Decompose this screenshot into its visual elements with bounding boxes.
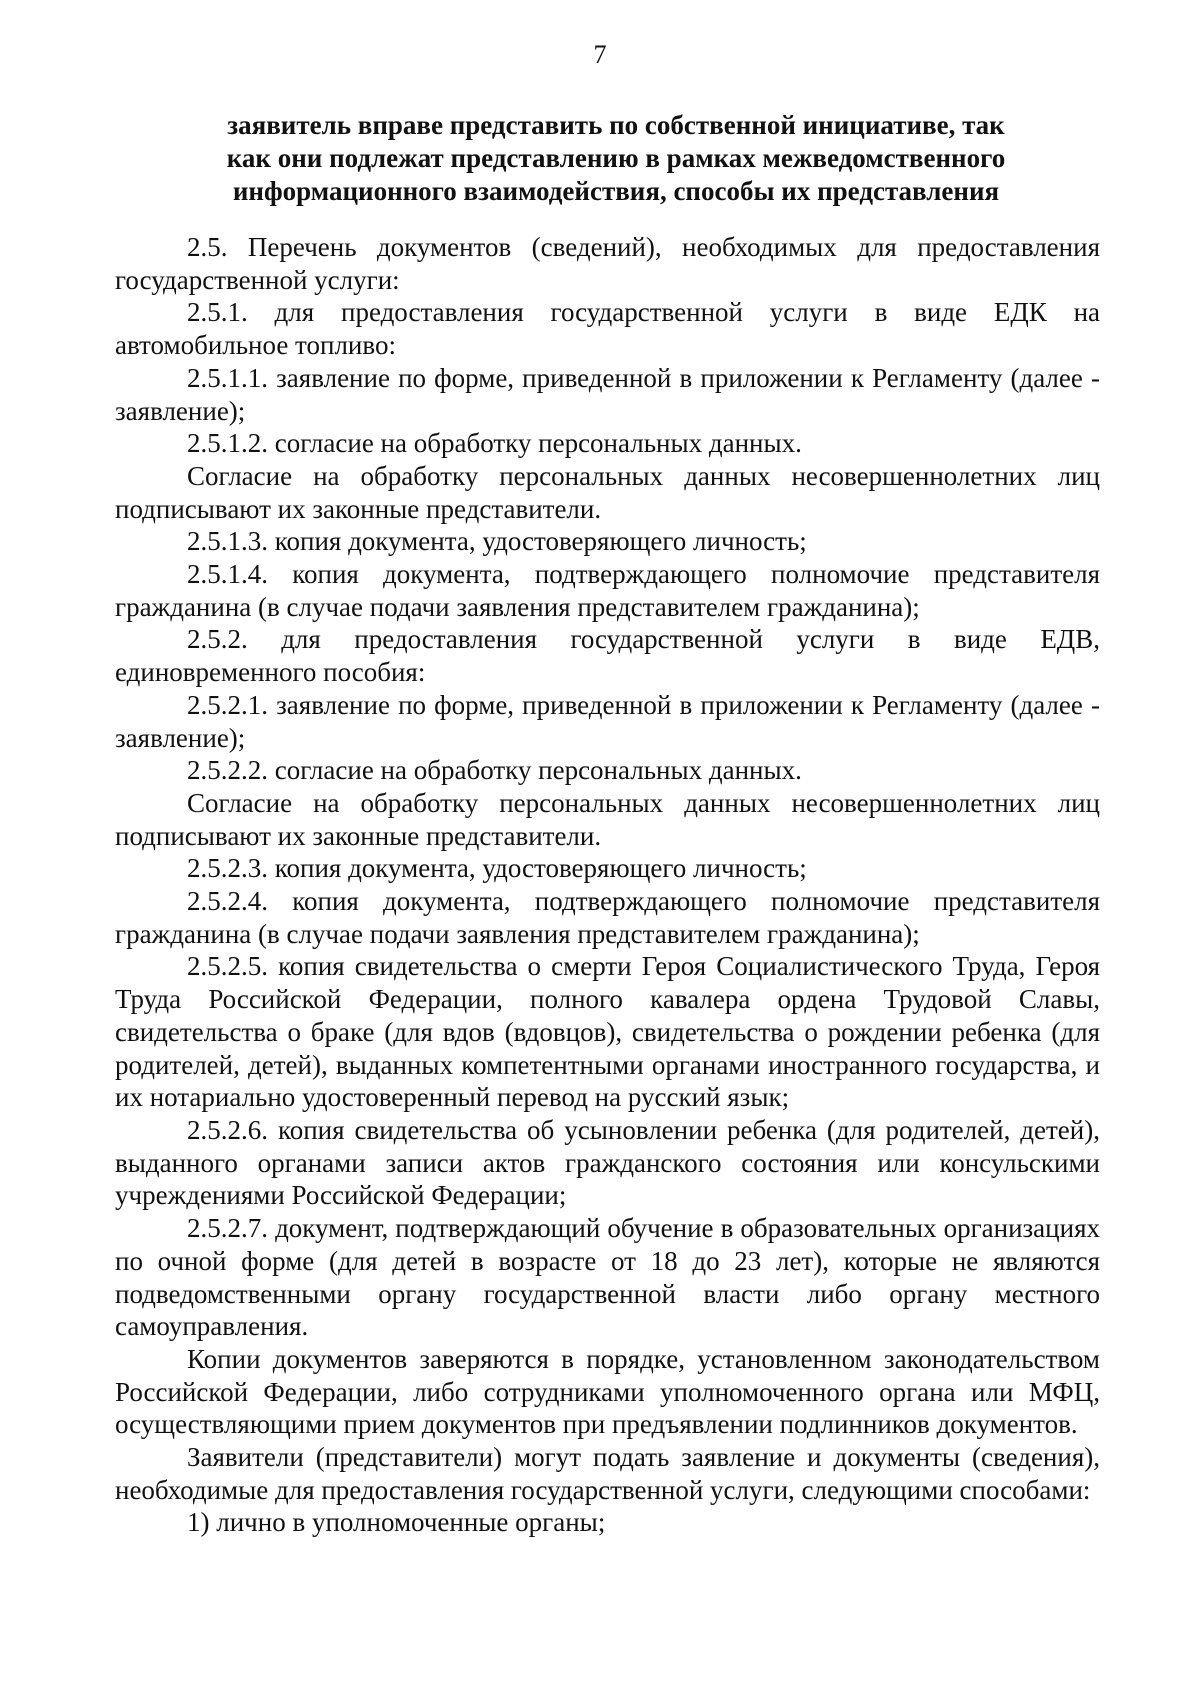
paragraph-2-5-2-5: 2.5.2.5. копия свидетельства о смерти Героя Социалистического Труда, Героя Труда Российской Федерации, полного кавалера ордена Трудовой Славы, свидетельства о браке (для вдов (вдовцов), свидетельства о рождении ребенка (для родителей, детей), выданных компетентными органами иностранного государства, и их нотариально удостоверенный перевод на русский язык;	[115, 951, 1100, 1113]
heading-line: заявитель вправе представить по собственной инициативе, так	[227, 110, 1005, 140]
paragraph-2-5-2-4: 2.5.2.4. копия документа, подтверждающего полномочие представителя гражданина (в случае подачи заявления представителем гражданина);	[115, 886, 1100, 949]
paragraph-copies-certification: Копии документов заверяются в порядке, установленном законодательством Российской Федерации, либо сотрудниками уполномоченного органа или МФЦ, осуществляющими прием документов при предъявлении подлинников документов.	[115, 1343, 1100, 1440]
paragraph-2-5-1-3: 2.5.1.3. копия документа, удостоверяющего личность;	[187, 526, 807, 557]
paragraph-2-5-1-2: 2.5.1.2. согласие на обработку персональных данных.	[187, 428, 802, 459]
document-body	[115, 231, 1100, 1539]
paragraph-consent-note: Согласие на обработку персональных данных несовершеннолетних лиц подписывают их законные представители.	[115, 787, 1100, 851]
section-heading	[150, 109, 1082, 208]
paragraph-2-5-2-1: 2.5.2.1. заявление по форме, приведенной в приложении к Регламенту (далее - заявление);	[115, 689, 1100, 753]
page-number: 7	[593, 40, 607, 69]
paragraph-2-5-1-4: 2.5.1.4. копия документа, подтверждающего полномочие представителя гражданина (в случае подачи заявления представителем гражданина);	[115, 559, 1100, 622]
paragraph-2-5-2-7: 2.5.2.7. документ, подтверждающий обучение в образовательных организациях по очной форме (для детей в возрасте от 18 до 23 лет), которые не являются подведомственными органу государственной власти либо органу местного самоуправления.	[115, 1213, 1100, 1342]
heading-line: как они подлежат представлению в рамках межведомственного	[226, 143, 1006, 173]
paragraph-submission-methods: Заявители (представители) могут подать заявление и документы (сведения), необходимые для предоставления государственной услуги, следующими способами:	[115, 1442, 1100, 1505]
paragraph-2-5-2-6: 2.5.2.6. копия свидетельства об усыновлении ребенка (для родителей, детей), выданного органами записи актов гражданского состояния или консульскими учреждениями Российской Федерации;	[115, 1114, 1100, 1211]
paragraph-consent-note: Согласие на обработку персональных данных несовершеннолетних лиц подписывают их законные представители.	[115, 460, 1100, 524]
paragraph-2-5: 2.5. Перечень документов (сведений), необходимых для предоставления государственной услуги:	[115, 232, 1100, 295]
heading-line: информационного взаимодействия, способы их представления	[232, 176, 1000, 206]
paragraph-2-5-2-3: 2.5.2.3. копия документа, удостоверяющего личность;	[187, 853, 807, 884]
paragraph-2-5-2: 2.5.2. для предоставления государственной услуги в виде ЕДВ, единовременного пособия:	[115, 624, 1100, 688]
paragraph-2-5-2-2: 2.5.2.2. согласие на обработку персональных данных.	[187, 755, 802, 786]
paragraph-2-5-1: 2.5.1. для предоставления государственной услуги в виде ЕДК на автомобильное топливо:	[115, 297, 1100, 361]
paragraph-2-5-1-1: 2.5.1.1. заявление по форме, приведенной в приложении к Регламенту (далее - заявление);	[115, 362, 1100, 426]
paragraph-method-1: 1) лично в уполномоченные органы;	[187, 1507, 606, 1538]
